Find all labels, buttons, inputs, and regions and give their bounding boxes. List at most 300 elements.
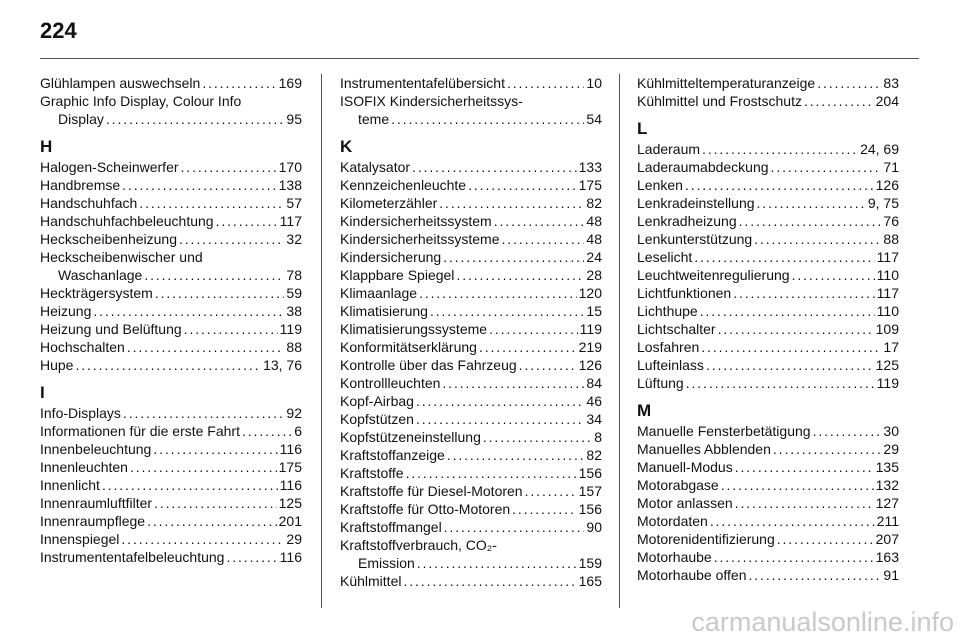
index-entry (637, 92, 899, 110)
page-reference: 10 (586, 75, 602, 91)
page-reference: 76 (883, 213, 899, 229)
dot-leader (468, 176, 577, 194)
dot-leader (154, 494, 277, 512)
page-reference: 117 (876, 249, 899, 265)
page-reference: 207 (875, 531, 899, 547)
index-term: Hochschalten (40, 339, 125, 355)
index-term: Handschuhfach (40, 195, 138, 211)
page-reference: 54 (586, 111, 602, 127)
page-reference: 157 (578, 483, 602, 499)
dot-leader (179, 230, 284, 248)
index-term: Kraftstoffmangel (340, 519, 442, 535)
index-term: Heckscheibenheizung (40, 231, 177, 247)
index-term: Innenraumluftfilter (40, 495, 153, 511)
index-column-3 (637, 74, 899, 584)
dot-leader (519, 356, 577, 374)
index-entry (40, 422, 302, 440)
index-term: Handbremse (40, 177, 121, 193)
dot-leader (406, 464, 577, 482)
dot-leader (122, 176, 276, 194)
page-reference: 219 (578, 339, 602, 355)
page-reference: 170 (278, 159, 302, 175)
page-reference: 32 (286, 231, 302, 247)
index-term: Kontrollleuchten (340, 375, 441, 391)
page-reference: 71 (883, 159, 899, 175)
page-reference: 126 (578, 357, 602, 373)
index-entry (40, 92, 302, 128)
index-term: Klimatisierungssysteme (340, 321, 488, 337)
dot-leader (447, 446, 585, 464)
index-entry (340, 158, 602, 176)
index-term: Manuell-Modus (637, 459, 733, 475)
dot-leader (817, 74, 881, 92)
index-entry (340, 284, 602, 302)
dot-leader (130, 458, 277, 476)
dot-leader (701, 338, 881, 356)
page-reference: 125 (875, 357, 899, 373)
index-term: Kindersicherheitssystem (340, 213, 492, 229)
index-entry (340, 500, 602, 518)
dot-leader (754, 230, 881, 248)
index-entry (40, 320, 302, 338)
index-entry (40, 230, 302, 248)
index-entry (637, 374, 899, 392)
dot-leader (75, 356, 261, 374)
index-entry (637, 74, 899, 92)
header-rule (40, 58, 919, 59)
dot-leader (718, 320, 874, 338)
index-entry (637, 356, 899, 374)
page-reference: 201 (278, 513, 302, 529)
index-entry (340, 536, 602, 572)
index-term: Motorenidentifizierung (637, 531, 775, 547)
dot-leader (721, 476, 874, 494)
dot-leader (686, 374, 875, 392)
dot-leader (102, 476, 278, 494)
index-term: Instrumententafelübersicht (340, 75, 505, 91)
index-entry (40, 212, 302, 230)
dot-leader (813, 422, 882, 440)
dot-leader (773, 440, 882, 458)
page-reference: 127 (875, 495, 899, 511)
index-entry (40, 494, 302, 512)
index-entry (637, 176, 899, 194)
index-term: Kraftstoffverbrauch, CO₂- (340, 537, 497, 553)
dot-leader (502, 230, 585, 248)
dot-leader (430, 302, 584, 320)
page-reference: 29 (883, 441, 899, 457)
page-reference: 6 (294, 423, 302, 439)
index-term: Kennzeichenleuchte (340, 177, 467, 193)
page-reference: 90 (586, 519, 602, 535)
page-reference: 34 (586, 411, 602, 427)
dot-leader (735, 494, 874, 512)
index-entry (637, 458, 899, 476)
index-term: Heizung und Belüftung (40, 321, 182, 337)
page-reference: 119 (579, 321, 602, 337)
index-term: Heckscheibenwischer und (40, 249, 203, 265)
index-term: Manuelle Fensterbetätigung (637, 423, 811, 439)
index-entry (40, 512, 302, 530)
column-divider (321, 74, 322, 608)
dot-leader (184, 320, 278, 338)
index-term: Lufteinlass (637, 357, 704, 373)
index-term: Motorhaube offen (637, 567, 747, 583)
index-term: Klimatisierung (340, 303, 428, 319)
index-term: Lichtfunktionen (637, 285, 732, 301)
page-reference: 110 (876, 267, 899, 283)
dot-leader (777, 530, 874, 548)
index-term: Kilometerzähler (340, 195, 438, 211)
dot-leader (804, 92, 874, 110)
dot-leader (702, 140, 858, 158)
index-term: Lichthupe (637, 303, 698, 319)
dot-leader (391, 110, 584, 128)
index-term: Kindersicherheitssysteme (340, 231, 500, 247)
dot-leader (226, 548, 277, 566)
index-term: Lenkradeinstellung (637, 195, 755, 211)
page-reference: 95 (286, 111, 302, 127)
dot-leader (771, 158, 882, 176)
page-reference: 8 (594, 429, 602, 445)
index-entry (340, 338, 602, 356)
page-reference: 83 (883, 75, 899, 91)
index-entry (637, 476, 899, 494)
index-entry (637, 194, 899, 212)
index-entry (340, 392, 602, 410)
index-term: Kontrolle über das Fahrzeug (340, 357, 517, 373)
index-term: Lenken (637, 177, 683, 193)
dot-leader (714, 548, 874, 566)
index-entry (637, 494, 899, 512)
dot-leader (512, 500, 576, 518)
index-term: Losfahren (637, 339, 700, 355)
index-entry (40, 158, 302, 176)
index-entry (637, 158, 899, 176)
index-term: Glühlampen auswechseln (40, 75, 201, 91)
page-reference: 9, 75 (867, 195, 899, 211)
dot-leader (144, 266, 284, 284)
index-term: Kraftstoffe für Otto-Motoren (340, 501, 511, 517)
page-reference: 46 (586, 393, 602, 409)
index-entry (340, 428, 602, 446)
dot-leader (155, 284, 285, 302)
index-entry (340, 230, 602, 248)
page-reference: 175 (278, 459, 302, 475)
index-entry (637, 422, 899, 440)
page-reference: 48 (586, 213, 602, 229)
index-term: Kühlmittel und Frostschutz (637, 93, 802, 109)
page-reference: 204 (875, 93, 899, 109)
index-letter-heading: I (40, 383, 45, 402)
dot-leader (456, 266, 584, 284)
dot-leader (706, 356, 874, 374)
index-entry (340, 266, 602, 284)
page-reference: 109 (875, 321, 899, 337)
index-term: teme (358, 111, 390, 127)
index-term: Kraftstoffe für Diesel-Motoren (340, 483, 523, 499)
page-reference: 24 (586, 249, 602, 265)
page-reference: 88 (286, 339, 302, 355)
index-entry (40, 458, 302, 476)
index-entry (637, 212, 899, 230)
index-term: Laderaum (637, 141, 701, 157)
dot-leader (412, 158, 577, 176)
index-term: Kopf-Airbag (340, 393, 414, 409)
dot-leader (181, 158, 277, 176)
page-reference: 132 (875, 477, 899, 493)
page-reference: 211 (876, 513, 899, 529)
index-entry (40, 194, 302, 212)
dot-leader (443, 248, 584, 266)
index-term: Heckträgersystem (40, 285, 153, 301)
page-reference: 119 (876, 375, 899, 391)
page-reference: 78 (286, 267, 302, 283)
index-entry (40, 338, 302, 356)
index-term: Motordaten (637, 513, 708, 529)
page-reference: 92 (286, 405, 302, 421)
dot-leader (685, 176, 874, 194)
dot-leader (442, 374, 584, 392)
index-entry (340, 374, 602, 392)
index-entry (637, 338, 899, 356)
index-term: Konformitätserklärung (340, 339, 477, 355)
page-reference: 15 (586, 303, 602, 319)
dot-leader (417, 554, 577, 572)
index-entry (340, 482, 602, 500)
index-term: Info-Displays (40, 405, 121, 421)
index-term: Klimaanlage (340, 285, 418, 301)
index-term: Lenkunterstützung (637, 231, 753, 247)
index-term: Handschuhfachbeleuchtung (40, 213, 214, 229)
dot-leader (153, 440, 277, 458)
index-term: Informationen für die erste Fahrt (40, 423, 240, 439)
page-reference: 156 (578, 501, 602, 517)
index-letter-heading: K (340, 137, 353, 156)
index-entry (340, 446, 602, 464)
index-term: Innenlicht (40, 477, 100, 493)
page-reference: 126 (875, 177, 899, 193)
index-entry (637, 284, 899, 302)
dot-leader (147, 512, 277, 530)
index-entry (340, 176, 602, 194)
page-reference: 84 (586, 375, 602, 391)
index-entry (637, 440, 899, 458)
index-term: Laderaumabdeckung (637, 159, 769, 175)
index-term: Lichtschalter (637, 321, 716, 337)
index-term: Motorhaube (637, 549, 712, 565)
page-reference: 120 (578, 285, 602, 301)
page-reference: 133 (578, 159, 602, 175)
dot-leader (489, 320, 578, 338)
index-entry (637, 302, 899, 320)
page-reference: 91 (883, 567, 899, 583)
dot-leader (123, 404, 285, 422)
index-term: Katalysator (340, 159, 411, 175)
index-entry (340, 518, 602, 536)
index-letter-heading: H (40, 137, 53, 156)
dot-leader (121, 530, 284, 548)
page-reference: 125 (278, 495, 302, 511)
index-entry (340, 74, 602, 92)
index-column-2 (340, 74, 602, 590)
index-letter-heading: L (637, 119, 648, 138)
index-entry (340, 248, 602, 266)
page-reference: 24, 69 (860, 141, 899, 157)
index-entry (637, 566, 899, 584)
index-entry (40, 440, 302, 458)
dot-leader (525, 482, 577, 500)
index-entry (340, 212, 602, 230)
index-entry (637, 320, 899, 338)
index-term: Innenspiegel (40, 531, 120, 547)
index-entry (340, 194, 602, 212)
page-reference: 156 (578, 465, 602, 481)
page-reference: 119 (279, 321, 302, 337)
index-entry (40, 74, 302, 92)
index-term: Innenleuchten (40, 459, 128, 475)
page-reference: 117 (279, 213, 302, 229)
page-reference: 57 (286, 195, 302, 211)
index-term: Heizung (40, 303, 92, 319)
dot-leader (216, 212, 278, 230)
page-reference: 82 (586, 447, 602, 463)
index-entry (40, 476, 302, 494)
dot-leader (93, 302, 284, 320)
page-reference: 28 (586, 267, 602, 283)
page-number: 224 (40, 18, 77, 43)
index-term: Manuelles Abblenden (637, 441, 771, 457)
dot-leader (710, 512, 875, 530)
index-entry (637, 512, 899, 530)
index-entry (637, 530, 899, 548)
index-term: Kopfstützeneinstellung (340, 429, 481, 445)
dot-leader (792, 266, 875, 284)
index-entry (40, 176, 302, 194)
page-reference: 59 (286, 285, 302, 301)
page-reference: 88 (883, 231, 899, 247)
index-entry (340, 92, 602, 128)
index-term: Kopfstützen (340, 411, 414, 427)
index-entry (637, 248, 899, 266)
index-entry (40, 248, 302, 284)
index-term: Kraftstoffanzeige (340, 447, 445, 463)
page-reference: 135 (875, 459, 899, 475)
index-term: Instrumententafelbeleuchtung (40, 549, 225, 565)
page-reference: 110 (876, 303, 899, 319)
page-reference: 169 (278, 75, 302, 91)
page-reference: 116 (279, 441, 302, 457)
page-reference: 159 (578, 555, 602, 571)
dot-leader (694, 248, 874, 266)
page-reference: 82 (586, 195, 602, 211)
index-entry (340, 356, 602, 374)
index-term: Motorabgase (637, 477, 719, 493)
dot-leader (757, 194, 866, 212)
index-term: Leuchtweitenregulierung (637, 267, 790, 283)
index-entry (40, 548, 302, 566)
dot-leader (416, 392, 584, 410)
dot-leader (403, 572, 576, 590)
dot-leader (416, 410, 584, 428)
index-term: Innenraumpflege (40, 513, 146, 529)
page-reference: 116 (279, 549, 302, 565)
index-term: Kindersicherung (340, 249, 442, 265)
index-entry (40, 356, 302, 374)
dot-leader (419, 284, 577, 302)
page-reference: 138 (278, 177, 302, 193)
page-reference: 175 (578, 177, 602, 193)
dot-leader (444, 518, 585, 536)
index-entry (40, 530, 302, 548)
index-entry (637, 230, 899, 248)
dot-leader (739, 212, 882, 230)
index-term: Kühlmittel (340, 573, 402, 589)
index-entry (340, 302, 602, 320)
dot-leader (242, 422, 292, 440)
index-term: Display (58, 111, 104, 127)
index-term: Innenbeleuchtung (40, 441, 152, 457)
dot-leader (106, 110, 285, 128)
index-entry (637, 548, 899, 566)
dot-leader (439, 194, 584, 212)
index-term: Lenkradheizung (637, 213, 737, 229)
dot-leader (494, 212, 585, 230)
column-divider (619, 74, 620, 608)
page-reference: 163 (875, 549, 899, 565)
page-reference: 17 (883, 339, 899, 355)
index-term: Motor anlassen (637, 495, 733, 511)
index-term: Graphic Info Display, Colour Info (40, 93, 242, 109)
index-term: Lüftung (637, 375, 684, 391)
dot-leader (202, 74, 276, 92)
page-reference: 30 (883, 423, 899, 439)
watermark: carmanualsonline.info (691, 607, 954, 637)
page-reference: 165 (578, 573, 602, 589)
dot-leader (139, 194, 284, 212)
page-reference: 29 (286, 531, 302, 547)
index-entry (40, 284, 302, 302)
index-entry (637, 266, 899, 284)
dot-leader (749, 566, 882, 584)
index-term: Kühlmitteltemperaturanzeige (637, 75, 816, 91)
index-term: Halogen-Scheinwerfer (40, 159, 179, 175)
index-term: Hupe (40, 357, 74, 373)
page-reference: 38 (286, 303, 302, 319)
page-reference: 117 (876, 285, 899, 301)
index-term: Emission (358, 555, 415, 571)
index-term: Leselicht (637, 249, 693, 265)
dot-leader (127, 338, 285, 356)
dot-leader (735, 458, 874, 476)
index-entry (40, 302, 302, 320)
index-letter-heading: M (637, 401, 652, 420)
dot-leader (700, 302, 875, 320)
dot-leader (479, 338, 577, 356)
index-entry (637, 140, 899, 158)
index-entry (340, 464, 602, 482)
page-reference: 48 (586, 231, 602, 247)
index-entry (340, 410, 602, 428)
page-reference: 13, 76 (263, 357, 302, 373)
index-term: Kraftstoffe (340, 465, 404, 481)
index-entry (340, 572, 602, 590)
index-term: Klappbare Spiegel (340, 267, 455, 283)
index-entry (40, 404, 302, 422)
index-column-1 (40, 74, 302, 566)
dot-leader (507, 74, 584, 92)
index-term: ISOFIX Kindersicherheitssys- (340, 93, 523, 109)
